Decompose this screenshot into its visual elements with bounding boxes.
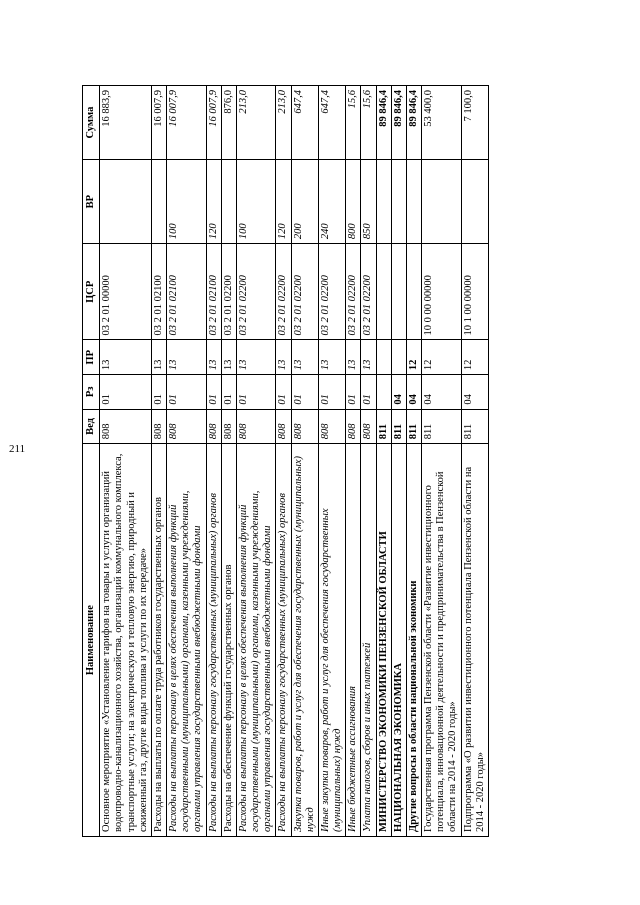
row-ved: 808 <box>221 409 236 444</box>
row-csr: 10 0 00 00000 <box>422 244 462 340</box>
row-csr: 03 2 01 02200 <box>318 244 345 340</box>
table-row <box>346 86 361 837</box>
header-ved: Вед <box>83 409 100 444</box>
table-row <box>361 86 376 837</box>
row-vr: 800 <box>346 160 361 244</box>
row-ved: 808 <box>346 409 361 444</box>
row-pr: 13 <box>236 340 276 375</box>
row-vr <box>376 160 391 244</box>
row-rz: 01 <box>276 375 291 410</box>
row-vr <box>151 160 166 244</box>
row-vr: 120 <box>276 160 291 244</box>
row-ved: 808 <box>100 409 152 444</box>
row-csr: 10 1 00 00000 <box>461 244 488 340</box>
row-vr: 850 <box>361 160 376 244</box>
row-rz: 04 <box>391 375 406 410</box>
row-rz: 01 <box>151 375 166 410</box>
row-sum: 53 400,0 <box>422 86 462 160</box>
row-pr: 13 <box>276 340 291 375</box>
page-number: 211 <box>9 443 26 455</box>
row-sum: 16 883,9 <box>100 86 152 160</box>
row-name: Расходы на выплаты персоналу государственных (муниципальных) органов <box>206 444 221 837</box>
row-vr: 120 <box>206 160 221 244</box>
row-pr: 12 <box>422 340 462 375</box>
row-csr: 03 2 01 02100 <box>206 244 221 340</box>
row-ved: 811 <box>376 409 391 444</box>
row-pr <box>376 340 391 375</box>
table-row <box>167 86 207 837</box>
row-csr: 03 2 01 02200 <box>291 244 318 340</box>
row-csr: 03 2 01 02200 <box>276 244 291 340</box>
row-csr: 03 2 01 02100 <box>167 244 207 340</box>
budget-table <box>82 85 489 837</box>
row-ved: 808 <box>291 409 318 444</box>
row-pr: 12 <box>406 340 421 375</box>
row-ved: 811 <box>391 409 406 444</box>
row-name: Государственная программа Пензенской области «Развитие инвестиционного потенциала, инновационной деятельности и предпринимательства в Пензенской области на 2014 - 2020 годы» <box>422 444 462 837</box>
table-row <box>151 86 166 837</box>
row-pr: 13 <box>151 340 166 375</box>
row-rz <box>376 375 391 410</box>
table-row <box>376 86 391 837</box>
row-ved: 808 <box>167 409 207 444</box>
row-sum: 213,0 <box>276 86 291 160</box>
row-sum: 16 007,9 <box>206 86 221 160</box>
table-row <box>236 86 276 837</box>
row-ved: 808 <box>276 409 291 444</box>
row-name: Расходы на выплаты персоналу государственных (муниципальных) органов <box>276 444 291 837</box>
table-row <box>221 86 236 837</box>
row-name: Иные закупки товаров, работ и услуг для обеспечения государственных (муниципальных) нужд <box>318 444 345 837</box>
table-row <box>318 86 345 837</box>
row-vr: 240 <box>318 160 345 244</box>
row-csr: 03 2 01 00000 <box>100 244 152 340</box>
row-pr: 13 <box>206 340 221 375</box>
row-ved: 808 <box>206 409 221 444</box>
row-name: Иные бюджетные ассигнования <box>346 444 361 837</box>
row-name: Подпрограмма «О развитии инвестиционного потенциала Пензенской области на 2014 - 2020 годы» <box>461 444 488 837</box>
row-pr: 13 <box>361 340 376 375</box>
row-rz: 01 <box>346 375 361 410</box>
row-csr: 03 2 01 02200 <box>236 244 276 340</box>
header-csr: ЦСР <box>83 244 100 340</box>
row-name: НАЦИОНАЛЬНАЯ ЭКОНОМИКА <box>391 444 406 837</box>
row-rz: 01 <box>206 375 221 410</box>
row-ved: 808 <box>361 409 376 444</box>
row-sum: 89 846,4 <box>406 86 421 160</box>
row-ved: 811 <box>406 409 421 444</box>
table-row <box>206 86 221 837</box>
table-row <box>391 86 406 837</box>
row-rz: 04 <box>461 375 488 410</box>
row-csr: 03 2 01 02200 <box>346 244 361 340</box>
row-vr: 200 <box>291 160 318 244</box>
row-pr: 12 <box>461 340 488 375</box>
table-row <box>100 86 152 837</box>
row-pr: 13 <box>346 340 361 375</box>
row-sum: 876,0 <box>221 86 236 160</box>
row-pr: 13 <box>318 340 345 375</box>
header-vr: ВР <box>83 160 100 244</box>
row-pr: 13 <box>167 340 207 375</box>
row-vr <box>391 160 406 244</box>
row-name: Расходы на выплаты персоналу в целях обеспечения выполнения функций государственными (муниципальными) органами, казенными учреждениями, органами управления государственными внебюджетными фондами <box>167 444 207 837</box>
row-sum: 213,0 <box>236 86 276 160</box>
table-header-row <box>83 86 100 837</box>
row-sum: 89 846,4 <box>376 86 391 160</box>
row-name: МИНИСТЕРСТВО ЭКОНОМИКИ ПЕНЗЕНСКОЙ ОБЛАСТИ <box>376 444 391 837</box>
row-sum: 647,4 <box>318 86 345 160</box>
row-csr <box>391 244 406 340</box>
row-vr <box>221 160 236 244</box>
row-ved: 811 <box>422 409 462 444</box>
table-row <box>461 86 488 837</box>
table-row <box>406 86 421 837</box>
table-body <box>100 86 489 837</box>
row-name: Расходы на выплаты по оплате труда работников государственных органов <box>151 444 166 837</box>
row-csr: 03 2 01 02200 <box>361 244 376 340</box>
row-pr <box>391 340 406 375</box>
row-name: Расходы на выплаты персоналу в целях обеспечения выполнения функций государственными (муниципальными) органами, казенными учреждениями, органами управления государственными внебюджетными фондами <box>236 444 276 837</box>
row-sum: 647,4 <box>291 86 318 160</box>
header-pr: ПР <box>83 340 100 375</box>
header-sum: Сумма <box>83 86 100 160</box>
row-rz: 01 <box>100 375 152 410</box>
row-csr <box>376 244 391 340</box>
row-rz: 01 <box>361 375 376 410</box>
row-pr: 13 <box>100 340 152 375</box>
row-pr: 13 <box>291 340 318 375</box>
row-sum: 15,6 <box>361 86 376 160</box>
row-vr <box>461 160 488 244</box>
row-vr <box>422 160 462 244</box>
row-rz: 01 <box>318 375 345 410</box>
row-ved: 808 <box>236 409 276 444</box>
row-sum: 89 846,4 <box>391 86 406 160</box>
row-rz: 01 <box>291 375 318 410</box>
row-vr: 100 <box>167 160 207 244</box>
row-sum: 15,6 <box>346 86 361 160</box>
row-vr: 100 <box>236 160 276 244</box>
row-ved: 811 <box>461 409 488 444</box>
row-pr: 13 <box>221 340 236 375</box>
row-name: Основное мероприятие «Установление тарифов на товары и услуги организаций водопроводно-канализационного хозяйства, организаций коммунального комплекса, транспортные услуги; на электрическую и тепловую энергию, природный и сжиженный газ, другие виды топлива и услуги по их передаче» <box>100 444 152 837</box>
row-name: Другие вопросы в области национальной экономики <box>406 444 421 837</box>
row-ved: 808 <box>151 409 166 444</box>
row-sum: 16 007,9 <box>167 86 207 160</box>
row-rz: 01 <box>236 375 276 410</box>
row-rz: 04 <box>422 375 462 410</box>
row-name: Уплата налогов, сборов и иных платежей <box>361 444 376 837</box>
row-rz: 04 <box>406 375 421 410</box>
header-name: Наименование <box>83 444 100 837</box>
row-vr <box>100 160 152 244</box>
header-rz: Рз <box>83 375 100 410</box>
row-csr: 03 2 01 02100 <box>151 244 166 340</box>
row-rz: 01 <box>221 375 236 410</box>
row-ved: 808 <box>318 409 345 444</box>
row-name: Расходы на обеспечение функций государственных органов <box>221 444 236 837</box>
row-vr <box>406 160 421 244</box>
row-name: Закупка товаров, работ и услуг для обеспечения государственных (муниципальных) нужд <box>291 444 318 837</box>
table-row <box>422 86 462 837</box>
row-sum: 16 007,9 <box>151 86 166 160</box>
row-rz: 01 <box>167 375 207 410</box>
table-row <box>291 86 318 837</box>
row-csr <box>406 244 421 340</box>
table-row <box>276 86 291 837</box>
row-sum: 7 100,0 <box>461 86 488 160</box>
row-csr: 03 2 01 02200 <box>221 244 236 340</box>
